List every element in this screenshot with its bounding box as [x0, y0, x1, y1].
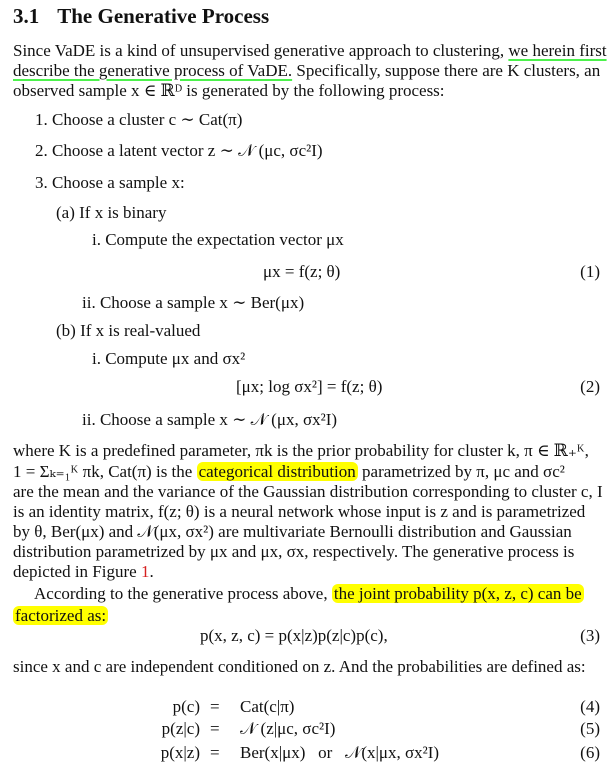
substep-a: (a) If x is binary — [56, 203, 167, 222]
para2-line-3: since x and c are independent conditioned on z. And the probabilities are defined as: — [13, 657, 586, 676]
equation-4-number: (4) — [580, 697, 600, 716]
para-text: depicted in Figure — [13, 562, 141, 581]
para-text: According to the generative process above, — [34, 584, 332, 603]
underlined-annotation: describe the generative process of VaDE. — [13, 61, 293, 80]
para-line-7 — [13, 562, 154, 582]
equation-6-rhs: Ber(x|μx) or 𝒩(x|μx, σx²I) — [240, 743, 440, 762]
equation-4-lhs: p(c) — [172, 697, 200, 716]
equation-3-number: (3) — [580, 626, 600, 645]
step-3: 3. Choose a sample x: — [35, 173, 185, 192]
equation-4-rhs: Cat(c|π) — [240, 697, 295, 716]
intro-line-3: observed sample x ∈ ℝᴰ is generated by the following process: — [13, 81, 445, 100]
step-1: 1. Choose a cluster c ∼ Cat(π) — [35, 110, 243, 129]
para-line-4: is an identity matrix, f(z; θ) is a neural network whose input is z and is parametrized — [13, 502, 586, 521]
para-line-6: distribution parametrized by μx and μx, σx, respectively. The generative process is — [13, 542, 575, 561]
intro-text: Since VaDE is a kind of unsupervised generative approach to clustering, — [13, 41, 509, 60]
para2-line-2 — [13, 606, 108, 626]
equation-6-lhs: p(x|z) — [160, 743, 200, 762]
equation-5-number: (5) — [580, 719, 600, 738]
equation-6-number: (6) — [580, 743, 600, 762]
para-line-2 — [13, 462, 565, 482]
section-number: 3.1 — [13, 4, 40, 28]
step-2: 2. Choose a latent vector z ∼ 𝒩 (μc, σc²I) — [35, 141, 323, 160]
substep-b: (b) If x is real-valued — [56, 321, 201, 340]
underlined-annotation: we herein first — [508, 41, 607, 60]
para-text: parametrized by π, μc and σc² — [357, 462, 565, 481]
substep-b-i: i. Compute μx and σx² — [92, 349, 246, 368]
substep-a-i: i. Compute the expectation vector μx — [92, 230, 344, 249]
substep-a-ii: ii. Choose a sample x ∼ Ber(μx) — [82, 293, 305, 312]
para-line-1: where K is a predefined parameter, πk is the prior probability for cluster k, π ∈ ℝ₊ᴷ, — [13, 441, 589, 460]
equation-2: [μx; log σx²] = f(z; θ) — [236, 377, 383, 396]
para-line-5: by θ, Ber(μx) and 𝒩(μx, σx²) are multivariate Bernoulli distribution and Gaussian — [13, 522, 572, 541]
para-line-3: are the mean and the variance of the Gaussian distribution corresponding to cluster c, I — [13, 482, 603, 501]
intro-line-2 — [13, 61, 600, 81]
para-text: 1 = Σₖ₌₁ᴷ πk, Cat(π) is the — [13, 462, 197, 481]
intro-line-1 — [13, 41, 607, 61]
equation-5-lhs: p(z|c) — [161, 719, 200, 738]
highlight-annotation: the joint probability p(x, z, c) can be — [333, 584, 582, 603]
intro-text: Specifically, suppose there are K clusters, an — [292, 61, 601, 80]
equation-2-number: (2) — [580, 377, 600, 396]
para-text: . — [149, 562, 154, 581]
section-heading — [13, 4, 269, 29]
figure-link[interactable]: 1 — [140, 562, 150, 581]
highlight-annotation: categorical distribution — [198, 462, 356, 481]
equation-1-number: (1) — [580, 262, 600, 281]
equation-1: μx = f(z; θ) — [263, 262, 341, 281]
substep-b-ii: ii. Choose a sample x ∼ 𝒩 (μx, σx²I) — [82, 410, 338, 429]
equation-3: p(x, z, c) = p(x|z)p(z|c)p(c), — [200, 626, 388, 645]
section-title: The Generative Process — [57, 4, 270, 28]
para2-line-1 — [34, 584, 584, 604]
highlight-annotation: factorized as: — [15, 606, 107, 625]
equation-5-rhs: 𝒩 (z|μc, σc²I) — [240, 719, 336, 738]
